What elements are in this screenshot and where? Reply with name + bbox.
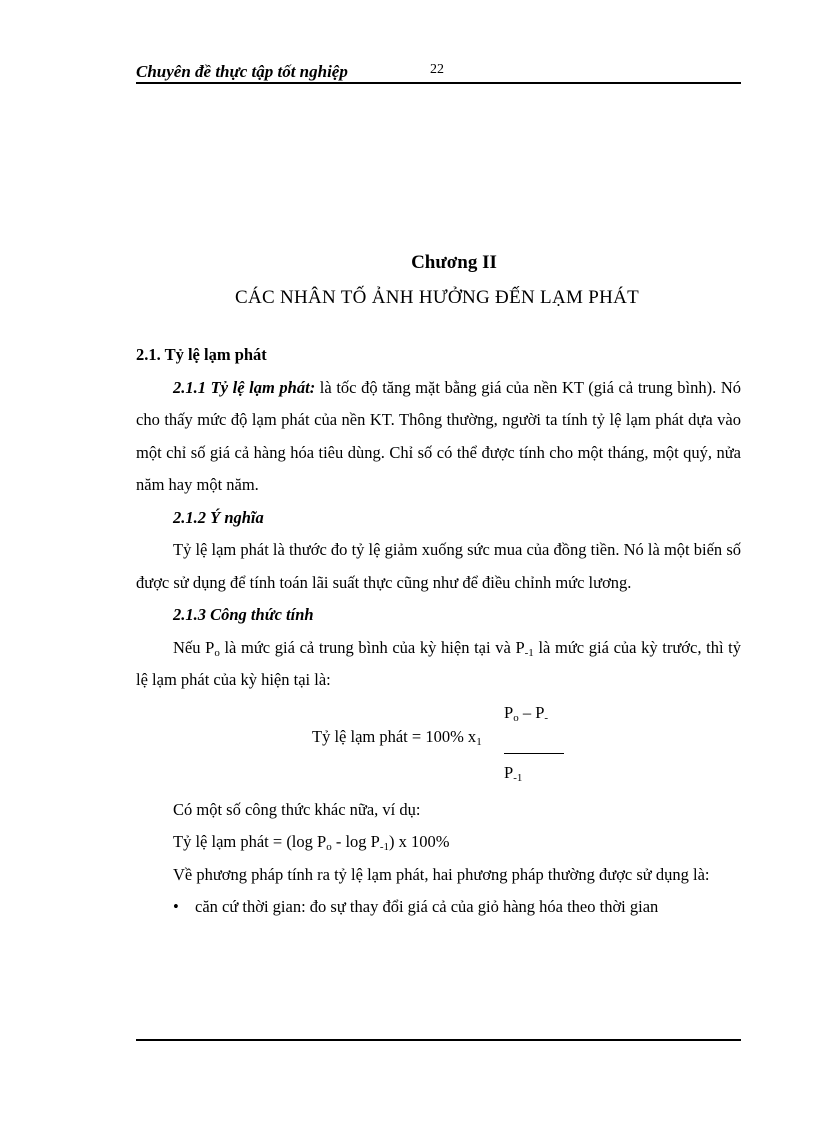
paragraph-other-formulas: Có một số công thức khác nữa, ví dụ: (173, 799, 421, 819)
subscript: o (214, 646, 220, 659)
bullet-item (136, 891, 741, 924)
header-title: Chuyên đề thực tập tốt nghiệp (136, 62, 348, 81)
text-part: Nếu P (173, 637, 215, 657)
subscript: -1 (524, 646, 534, 659)
bullet-icon: • (173, 897, 179, 916)
paragraph-2-1-1 (136, 372, 741, 502)
subscript: - (544, 711, 549, 724)
text-2-1-1: là tốc độ tăng mặt bằng giá của nền KT (giá cả trung bình). Nó cho thấy mức độ lạm phát của nền KT. Thông thường, người ta tính tỷ lệ lạm phát dựa vào một chỉ số giá cả hàng hóa tiêu dùng. Chỉ số có thể được tính cho một tháng, một quý, nửa năm hay một năm. (136, 377, 741, 494)
text-part: P (504, 702, 514, 722)
subscript: -1 (379, 841, 390, 853)
paragraph-2-1-3 (136, 632, 741, 697)
subscript: o (513, 711, 519, 724)
paragraph-methods: Về phương pháp tính ra tỷ lệ lạm phát, hai phương pháp thường được sử dụng là: (173, 864, 710, 884)
text-part: ) x 100% (389, 832, 450, 851)
text-part: Tỷ lệ lạm phát = 100% x (312, 726, 477, 746)
section-heading: 2.1. Tỷ lệ lạm phát (136, 345, 267, 364)
subscript: -1 (513, 771, 523, 784)
chapter-title: CÁC NHÂN TỐ ẢNH HƯỞNG ĐẾN LẠM PHÁT (234, 287, 640, 308)
heading-2-1-2: 2.1.2 Ý nghĩa (173, 507, 264, 527)
text-part: – P (518, 702, 545, 722)
formula-numerator (504, 697, 548, 730)
fraction-bar (504, 753, 564, 754)
formula-fraction (136, 697, 741, 794)
paragraph-2-1-2: Tỷ lệ lạm phát là thước đo tỷ lệ giảm xuống sức mua của đồng tiền. Nó là một biến số được sử dụng để tính toán lãi suất thực cũng như để điều chỉnh mức lương. (136, 540, 741, 592)
footer-rule (136, 1039, 741, 1041)
page-header (136, 58, 741, 82)
text-part: - log P (331, 832, 380, 851)
header-rule (136, 82, 741, 84)
bullet-text: căn cứ thời gian: đo sự thay đổi giá cả của giỏ hàng hóa theo thời gian (195, 897, 659, 916)
page-number: 22 (430, 62, 444, 77)
formula-equation (312, 721, 482, 754)
text-part: là mức giá cả trung bình của kỳ hiện tại và P (219, 637, 525, 657)
body-content (136, 339, 741, 924)
formula-log (136, 826, 741, 859)
subscript: 1 (476, 735, 482, 748)
text-part: là mức giá của kỳ trước, thì tỷ lệ lạm phát của kỳ hiện tại là: (136, 637, 742, 689)
heading-2-1-3: 2.1.3 Công thức tính (173, 605, 314, 624)
subscript: o (326, 841, 332, 853)
chapter-label: Chương II (411, 252, 497, 273)
text-part: P (504, 762, 514, 782)
formula-denominator (504, 757, 522, 790)
lead-2-1-1: 2.1.1 Tỷ lệ lạm phát: (173, 377, 316, 397)
text-part: Tỷ lệ lạm phát = (log P (173, 832, 327, 851)
